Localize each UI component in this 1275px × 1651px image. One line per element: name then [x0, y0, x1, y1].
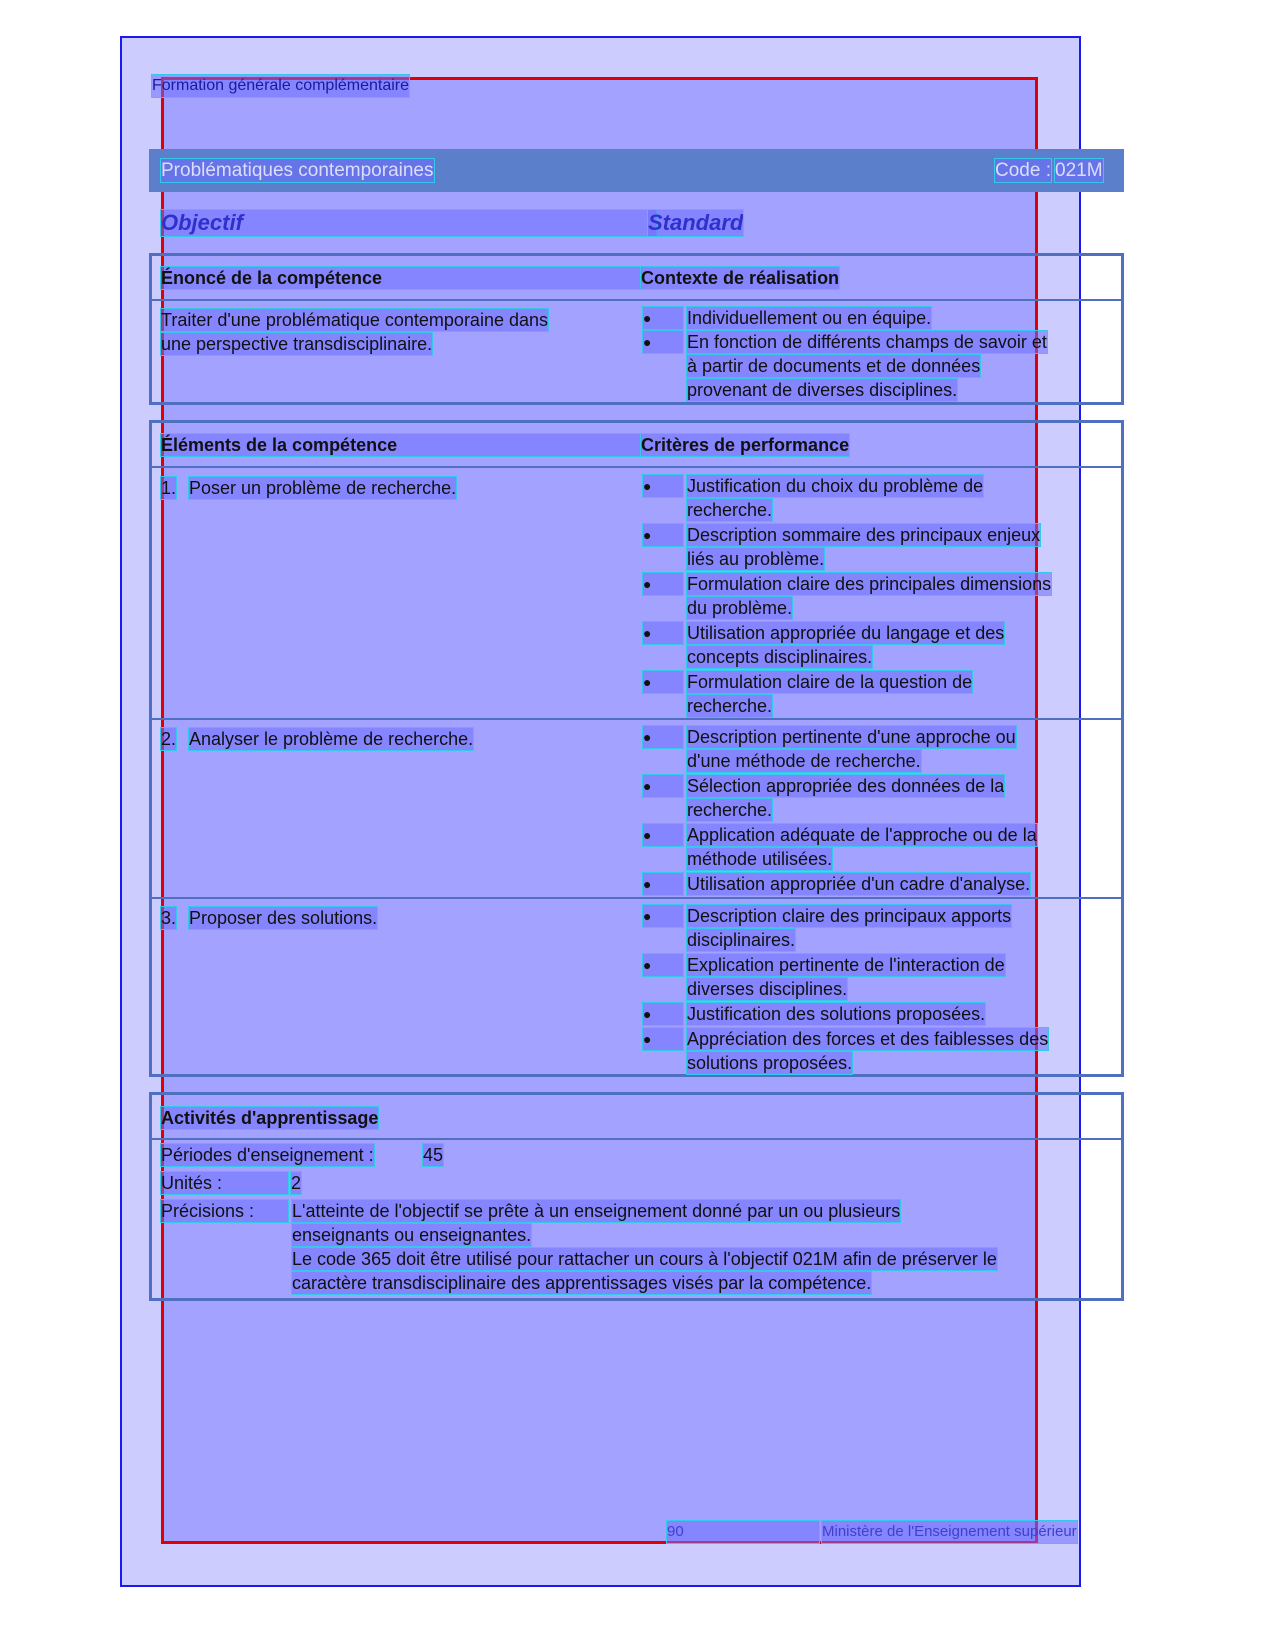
bullet-icon: ●	[643, 824, 683, 846]
code-label: Code :	[995, 160, 1051, 181]
criterion-line: Utilisation appropriée d'un cadre d'analyse.	[687, 874, 1031, 894]
criterion-line: Explication pertinente de l'interaction de	[687, 955, 1005, 975]
element-number: 1.	[161, 478, 177, 498]
criterion-line: d'une méthode de recherche.	[687, 751, 921, 771]
criterion-line: Formulation claire de la question de	[687, 672, 973, 692]
criterion-line: Appréciation des forces et des faiblesses des	[687, 1029, 1049, 1049]
elements-header: Éléments de la compétence	[161, 434, 641, 456]
element-label: Analyser le problème de recherche.	[189, 729, 474, 749]
running-head: Formation générale complémentaire	[152, 75, 409, 97]
bullet-icon: ●	[643, 775, 683, 797]
precisions-line: L'atteinte de l'objectif se prête à un enseignement donné par un ou plusieurs	[292, 1201, 901, 1221]
criterion-line: concepts disciplinaires.	[687, 647, 873, 667]
table-divider	[152, 299, 1121, 301]
criterion-line: liés au problème.	[687, 549, 825, 569]
criterion-line: Description claire des principaux apports	[687, 906, 1012, 926]
criterion-line: solutions proposées.	[687, 1053, 853, 1073]
activities-header: Activités d'apprentissage	[161, 1108, 379, 1128]
criterion-line: recherche.	[687, 500, 773, 520]
element-number: 2.	[161, 729, 177, 749]
course-title: Problématiques contemporaines	[161, 160, 434, 181]
bullet-icon: ●	[643, 307, 683, 329]
criterion-line: Description sommaire des principaux enjeux	[687, 525, 1041, 545]
bullet-icon: ●	[643, 954, 683, 976]
bullet-icon: ●	[643, 1003, 683, 1025]
unites-value: 2	[291, 1173, 302, 1193]
criterion-line: Application adéquate de l'approche ou de la	[687, 825, 1037, 845]
bullet-icon: ●	[643, 1028, 683, 1050]
precisions-label: Précisions :	[161, 1200, 288, 1222]
criterion-line: diverses disciplines.	[687, 979, 848, 999]
criterion-line: disciplinaires.	[687, 930, 796, 950]
title-bar	[149, 149, 1124, 192]
enonce-header: Énoncé de la compétence	[161, 267, 641, 289]
bullet-icon: ●	[643, 331, 683, 353]
precisions-line: Le code 365 doit être utilisé pour rattacher un cours à l'objectif 021M afin de préserver le	[292, 1249, 997, 1269]
bullet-icon: ●	[643, 905, 683, 927]
row-divider	[152, 897, 1121, 899]
periodes-label: Périodes d'enseignement :	[161, 1145, 374, 1165]
enonce-line: Traiter d'une problématique contemporaine dans	[161, 310, 548, 330]
unites-label: Unités :	[161, 1172, 288, 1194]
element-label: Proposer des solutions.	[189, 908, 378, 928]
element-number: 3.	[161, 908, 177, 928]
bullet-icon: ●	[643, 671, 683, 693]
bullet-icon: ●	[643, 524, 683, 546]
contexte-item-line: à partir de documents et de données	[687, 356, 981, 376]
table-divider	[152, 1138, 1121, 1140]
criterion-line: méthode utilisées.	[687, 849, 833, 869]
enonce-line: une perspective transdisciplinaire.	[161, 334, 433, 354]
criterion-line: du problème.	[687, 598, 793, 618]
code-value: 021M	[1055, 160, 1103, 181]
criterion-line: Justification des solutions proposées.	[687, 1004, 986, 1024]
precisions-line: caractère transdisciplinaire des apprentissages visés par la compétence.	[292, 1273, 872, 1293]
row-divider	[152, 718, 1121, 720]
bullet-icon: ●	[643, 726, 683, 748]
criterion-line: Sélection appropriée des données de la	[687, 776, 1005, 796]
page-number: 90	[667, 1521, 819, 1543]
criterion-line: Description pertinente d'une approche ou	[687, 727, 1016, 747]
contexte-item-line: En fonction de différents champs de savoir et	[687, 332, 1047, 352]
precisions-line: enseignants ou enseignantes.	[292, 1225, 532, 1245]
contexte-item-line: Individuellement ou en équipe.	[687, 308, 932, 328]
bullet-icon: ●	[643, 622, 683, 644]
bullet-icon: ●	[643, 573, 683, 595]
periodes-value: 45	[423, 1145, 444, 1165]
contexte-item-line: provenant de diverses disciplines.	[687, 380, 958, 400]
table-divider	[152, 466, 1121, 468]
criteres-header: Critères de performance	[641, 435, 850, 455]
criterion-line: recherche.	[687, 800, 773, 820]
bullet-icon: ●	[643, 475, 683, 497]
element-label: Poser un problème de recherche.	[189, 478, 457, 498]
criterion-line: Utilisation appropriée du langage et des	[687, 623, 1005, 643]
contexte-header: Contexte de réalisation	[641, 268, 840, 288]
criterion-line: Formulation claire des principales dimensions	[687, 574, 1052, 594]
bullet-icon: ●	[643, 873, 683, 895]
criterion-line: recherche.	[687, 696, 773, 716]
footer-ministry: Ministère de l'Enseignement supérieur	[822, 1521, 1077, 1543]
criterion-line: Justification du choix du problème de	[687, 476, 984, 496]
standard-heading: Standard	[648, 210, 744, 235]
objectif-heading: Objectif	[161, 210, 656, 236]
